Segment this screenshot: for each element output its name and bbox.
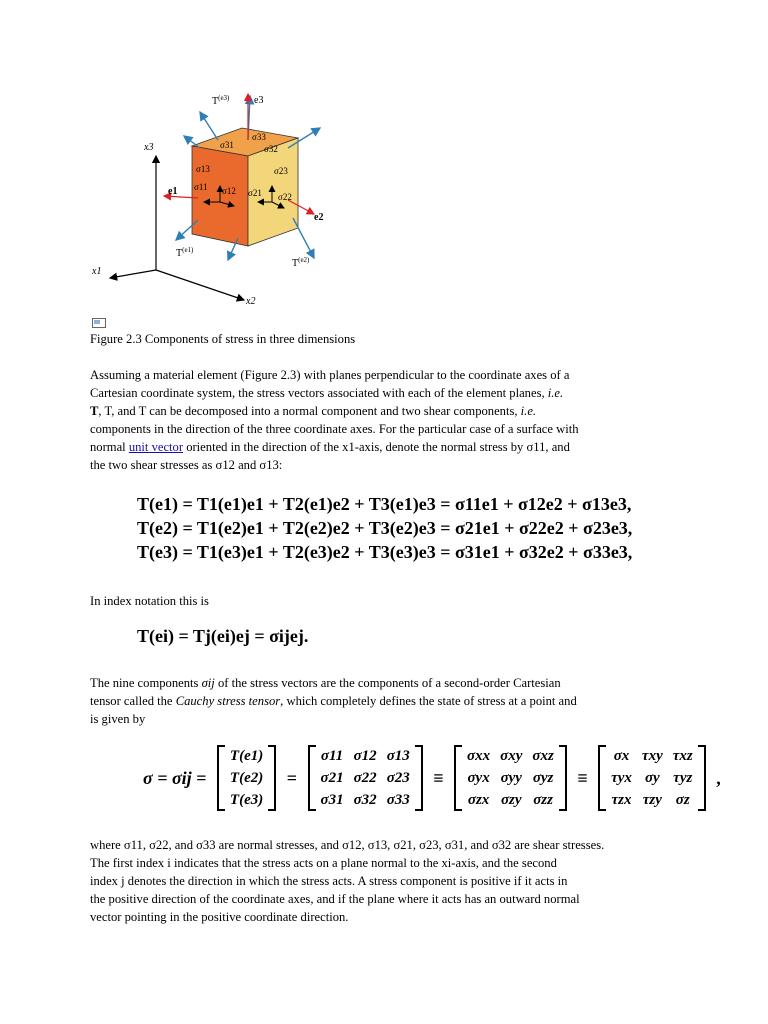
x2-label: x2 (246, 296, 256, 307)
e2-label: e2 (314, 212, 324, 223)
sigma-index-matrix: σ11 σ12 σ13 σ21 σ22 σ23 σ31 σ32 σ33 (308, 745, 423, 811)
image-placeholder-icon (92, 318, 106, 328)
para1-line1: Assuming a material element (Figure 2.3) with planes perpendicular to the coordinate axes of a (90, 368, 570, 382)
traction-vector-column: T(e1) T(e2) T(e3) (217, 745, 276, 811)
para1-line2: Cartesian coordinate system, the stress vectors associated with each of the element planes, (90, 386, 548, 400)
paragraph-stress-components: where σ11, σ22, and σ33 are normal stresses, and σ12, σ13, σ21, σ23, σ31, and σ32 are shear stresses. The first index i indicates that the stress acts on a plane normal to the xi-axis, and the second index j denotes the direction in which the stress acts. A stress component is positive if it acts in the positive direction of the coordinate axes, and if the plane where it acts has an outward normal vector pointing in the positive coordinate direction. (90, 838, 605, 924)
figure-caption: Figure 2.3 Components of stress in three dimensions (90, 332, 356, 346)
sigma-xyz-matrix: σxx σxy σxz σyx σyy σyz σzx σzy σzz (454, 745, 567, 811)
stress-cube-figure (88, 88, 348, 310)
sigma11-label: σ11 (194, 182, 208, 192)
sigma22-label: σ22 (278, 192, 292, 202)
stress-tensor-equation: σ = σij = T(e1) T(e2) T(e3) = σ11 σ12 σ13 σ21 σ22 σ23 σ31 σ32 σ33 ≡ σxx σxy σxz σyx σyy σyz σzx σzy σzz ≡ σx τxy τxz τyx σy τyz τzx τzy σz , (137, 745, 727, 811)
para1-line6: the two shear stresses as σ12 and σ13: (90, 458, 283, 472)
engineering-stress-matrix: σx τxy τxz τyx σy τyz τzx τzy σz (598, 745, 706, 811)
sigma12-label: σ12 (222, 186, 236, 196)
x1-label: x1 (92, 266, 102, 277)
x1-axis (110, 270, 156, 278)
para1-line3: can be decomposed into a normal component and two shear components, (146, 404, 521, 418)
e3-label: e3 (254, 95, 264, 106)
equation-row-1: T(e1) = T1(e1)e1 + T2(e1)e2 + T3(e1)e3 = σ11e1 + σ12e2 + σ13e3, (137, 494, 632, 514)
sigma13-label: σ13 (196, 164, 210, 174)
sigma32-label: σ32 (264, 144, 278, 154)
x2-axis (156, 270, 244, 300)
unit-vector-link[interactable]: unit vector (128, 440, 184, 454)
sigma21-label: σ21 (248, 188, 262, 198)
ie-italic: i.e. (547, 386, 564, 400)
para1-line4: components in the direction of the three coordinate axes. For the particular case of a surface with (90, 422, 579, 436)
paragraph-intro: Assuming a material element (Figure 2.3) with planes perpendicular to the coordinate axes of a Cartesian coordinate system, the stress vectors associated with each of the element planes, i.e. T, T, and T can be decomposed into a normal component and two shear components, i.e. components in the direction of the three coordinate axes. For the particular case of a surface with normal unit vector oriented in the direction of the x1-axis, denote the normal stress by σ11, and the two shear stresses as σ12 and σ13: (90, 366, 680, 474)
t-e1-label: $T^{(e1)}$ (176, 246, 194, 259)
index-notation-equation: T(ei) = Tj(ei)ej = σijej. (137, 626, 309, 646)
traction-equations (137, 492, 632, 564)
equation-row-3: T(e3) = T1(e3)e1 + T2(e3)e2 + T3(e3)e3 = σ31e1 + σ32e2 + σ33e3, (137, 542, 633, 562)
sigma23-label: σ23 (274, 166, 288, 176)
tensor-lhs: σ = σij = (143, 767, 207, 788)
t-e2-label: $T^{(e2)}$ (292, 256, 310, 269)
paragraph-cauchy: The nine components σij of the stress vectors are the components of a second-order Cartesian tensor called the Cauchy stress tensor, which completely defines the state of stress at a point and is given by (90, 676, 577, 726)
paragraph-index-notation: In index notation this is (90, 594, 209, 608)
e1-label: e1 (168, 186, 178, 197)
sigma-ij: σij (201, 676, 215, 690)
para1-line5: oriented in the direction of the x1-axis, denote the normal stress by σ11, and (183, 440, 570, 454)
T1-symbol: T (90, 404, 99, 418)
equation-row-2: T(e2) = T1(e2)e1 + T2(e2)e2 + T3(e2)e3 = σ21e1 + σ22e2 + σ23e3, (137, 518, 633, 538)
x3-label: x3 (144, 142, 154, 153)
sigma31-label: σ31 (220, 140, 234, 150)
t-e3-label: $T^{(e3)}$ (212, 94, 230, 107)
sigma33-label: σ33 (252, 132, 266, 142)
cauchy-stress-tensor-term: Cauchy stress tensor (175, 694, 281, 708)
